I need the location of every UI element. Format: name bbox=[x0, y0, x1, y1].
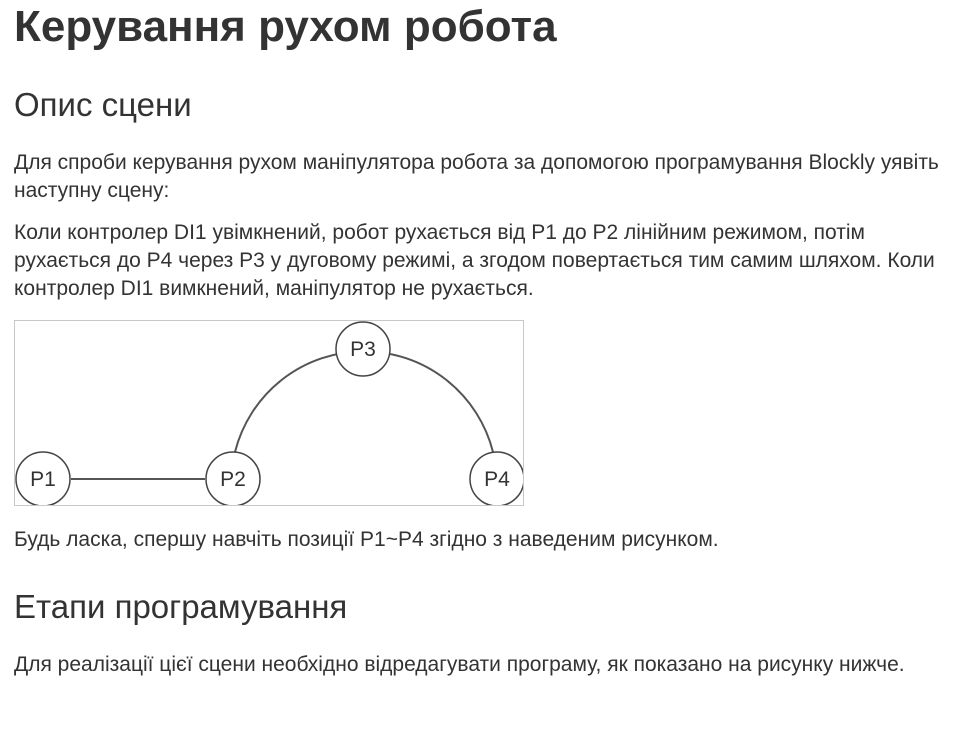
point-p1 bbox=[16, 452, 70, 505]
robot-path-diagram bbox=[15, 321, 523, 505]
point-p3 bbox=[336, 322, 390, 376]
point-p2-label: P2 bbox=[220, 468, 246, 491]
point-p1-label: P1 bbox=[30, 468, 56, 491]
point-p4-label: P4 bbox=[484, 468, 510, 491]
document-page bbox=[14, 0, 949, 679]
scene-heading: Опис сцени bbox=[14, 86, 192, 123]
robot-path-figure bbox=[14, 320, 524, 506]
page-title: Керування рухом робота bbox=[14, 2, 557, 51]
teach-paragraph: Будь ласка, спершу навчіть позиції P1~P4 згідно з наведеним рисунком. bbox=[14, 528, 719, 551]
description-paragraph: Коли контролер DI1 увімкнений, робот рухається від P1 до P2 лінійним режимом, потім рухається до P4 через P3 у дуговому режимі, а згодом повертається тим самим шляхом. Коли контролер DI1 вимкнений, маніпулятор не рухається. bbox=[14, 221, 935, 300]
point-p2 bbox=[206, 452, 260, 505]
point-p3-label: P3 bbox=[350, 338, 376, 361]
intro-paragraph: Для спроби керування рухом маніпулятора робота за допомогою програмування Blockly уявіть наступну сцену: bbox=[14, 151, 939, 202]
point-p4 bbox=[470, 452, 523, 505]
steps-heading: Етапи програмування bbox=[14, 588, 348, 625]
implementation-paragraph: Для реалізації цієї сцени необхідно відредагувати програму, як показано на рисунку нижче. bbox=[14, 653, 905, 676]
